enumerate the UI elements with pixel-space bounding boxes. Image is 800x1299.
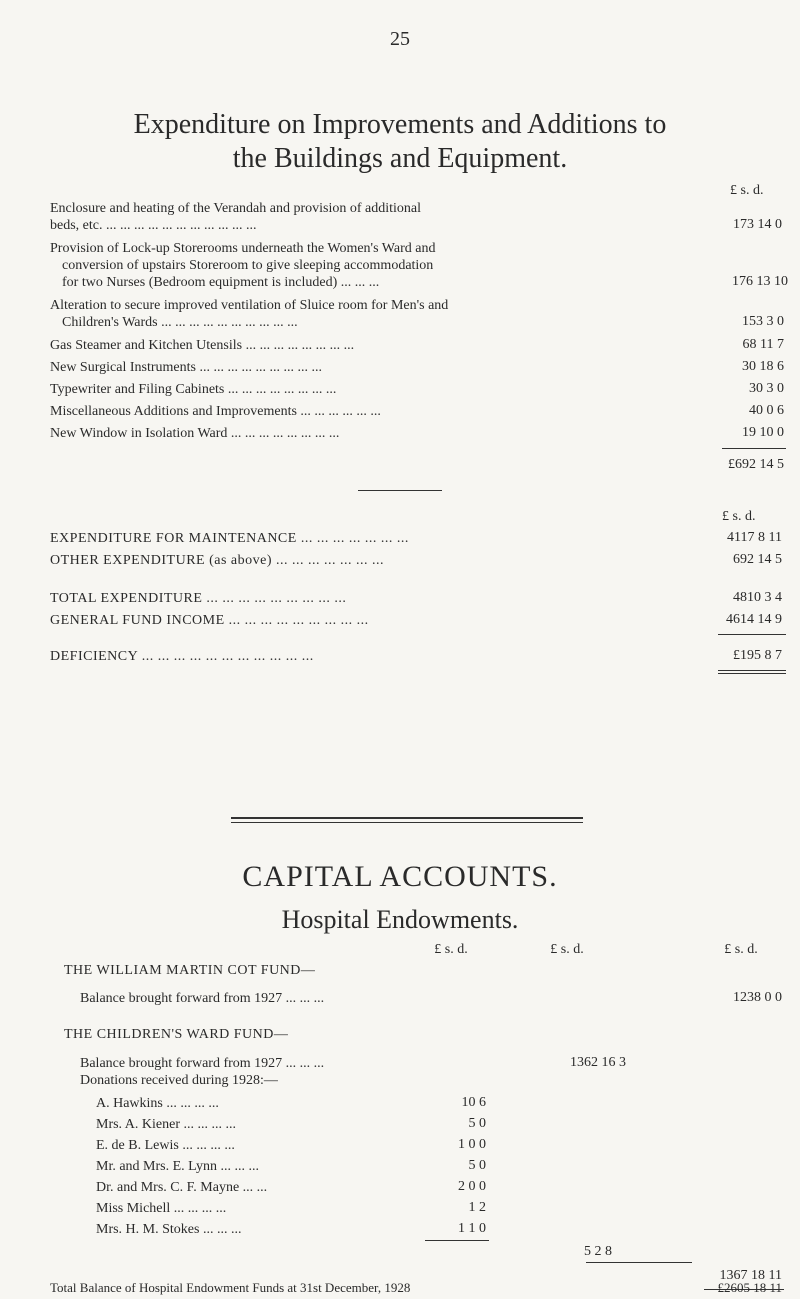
endow-col-header: £ s. d.	[434, 942, 468, 957]
donor-name: A. Hawkins ... ... ... ...	[96, 1096, 219, 1111]
improvements-total: £692 14 5	[728, 457, 784, 472]
item-amount: 176 13 10	[732, 274, 788, 289]
improvement-item-5: New Surgical Instruments ... ... ... ... ... ... ... ... ...	[50, 360, 322, 375]
item-amount: 68 11 7	[742, 337, 784, 352]
page-title: Expenditure on Improvements and Additions to	[133, 109, 667, 140]
summary-amount: 4117 8 11	[727, 530, 782, 545]
subtotal-rule	[722, 448, 786, 449]
capital-accounts-heading: CAPITAL ACCOUNTS.	[242, 860, 558, 893]
section-divider	[358, 490, 442, 491]
item-text-line: Children's Wards ... ... ... ... ... ... ... ... ... ...	[62, 315, 298, 330]
endow-col-header: £ s. d.	[724, 942, 758, 957]
summary-income: GENERAL FUND INCOME ... ... ... ... ... ... ... ... ...	[50, 613, 369, 628]
item-amount: 173 14 0	[733, 217, 782, 232]
children-total: 1367 18 11	[719, 1268, 782, 1283]
improvement-item-8: New Window in Isolation Ward ... ... ... ... ... ... ... ...	[50, 426, 340, 441]
total-rule	[718, 670, 786, 671]
improvement-item-4: Gas Steamer and Kitchen Utensils ... ... ... ... ... ... ... ...	[50, 338, 355, 353]
total-rule-double	[718, 673, 786, 674]
item-amount: 30 18 6	[742, 359, 784, 374]
donor-name: Dr. and Mrs. C. F. Mayne ... ...	[96, 1180, 268, 1195]
donor-amount: 5 0	[468, 1116, 486, 1131]
children-balance-amount: 1362 16 3	[570, 1055, 626, 1070]
william-balance-label: Balance brought forward from 1927 ... ... ...	[80, 991, 325, 1006]
children-balance-label: Balance brought forward from 1927 ... ... ...	[80, 1056, 325, 1071]
currency-header: £ s. d.	[730, 183, 764, 198]
endowments-heading: Hospital Endowments.	[281, 905, 519, 934]
improvement-item-7: Miscellaneous Additions and Improvements ... ... ... ... ... ...	[50, 404, 381, 419]
donor-amount: 1 1 0	[458, 1221, 486, 1236]
item-text-line: Alteration to secure improved ventilation of Sluice room for Men's and	[50, 298, 449, 313]
donor-name: Mrs. A. Kiener ... ... ... ...	[96, 1117, 236, 1132]
children-total-rule	[586, 1262, 692, 1263]
item-text-line: Provision of Lock-up Storerooms underneath the Women's Ward and	[50, 241, 436, 256]
william-martin-fund: THE WILLIAM MARTIN COT FUND—	[64, 963, 316, 978]
donor-amount: 1 0 0	[458, 1137, 486, 1152]
item-text-line: conversion of upstairs Storeroom to give sleeping accommodation	[62, 258, 434, 273]
donations-rule	[425, 1240, 489, 1241]
improvement-item-6: Typewriter and Filing Cabinets ... ... ... ... ... ... ... ...	[50, 382, 337, 397]
endow-col-header: £ s. d.	[550, 942, 584, 957]
summary-amount: £195 8 7	[733, 648, 782, 663]
donations-label: Donations received during 1928:—	[80, 1073, 278, 1088]
summary-amount: 4810 3 4	[733, 590, 782, 605]
summary-amount: 692 14 5	[733, 552, 782, 567]
donor-name: Mr. and Mrs. E. Lynn ... ... ...	[96, 1159, 259, 1174]
page-title-line-2: the Buildings and Equipment.	[232, 143, 568, 174]
item-amount: 30 3 0	[749, 381, 784, 396]
donor-name: Miss Michell ... ... ... ...	[96, 1201, 227, 1216]
item-amount: 19 10 0	[742, 425, 784, 440]
donor-amount: 10 6	[461, 1095, 486, 1110]
summary-maintenance: EXPENDITURE FOR MAINTENANCE ... ... ... ... ... ... ...	[50, 531, 409, 546]
summary-deficiency: DEFICIENCY ... ... ... ... ... ... ... ... ... ... ...	[50, 649, 314, 664]
subtotal-rule	[718, 634, 786, 635]
william-balance-amount: 1238 0 0	[733, 990, 782, 1005]
improvement-item-3	[50, 297, 448, 331]
donor-name: Mrs. H. M. Stokes ... ... ...	[96, 1222, 242, 1237]
donor-amount: 1 2	[468, 1200, 486, 1215]
summary-currency-header: £ s. d.	[722, 509, 756, 524]
summary-total-expenditure: TOTAL EXPENDITURE ... ... ... ... ... ... ... ... ...	[50, 591, 347, 606]
donor-amount: 2 0 0	[458, 1179, 486, 1194]
item-text-line: for two Nurses (Bedroom equipment is included) ... ... ...	[62, 275, 380, 290]
childrens-ward-fund: THE CHILDREN'S WARD FUND—	[64, 1027, 289, 1042]
item-amount: 153 3 0	[742, 314, 784, 329]
summary-other: OTHER EXPENDITURE (as above) ... ... ... ... ... ... ...	[50, 553, 385, 568]
improvement-item-2	[50, 240, 435, 291]
page-number: 25	[390, 28, 410, 50]
item-amount: 40 0 6	[749, 403, 784, 418]
section-divider-thin	[231, 822, 583, 823]
summary-amount: 4614 14 9	[726, 612, 782, 627]
donor-name: E. de B. Lewis ... ... ... ...	[96, 1138, 235, 1153]
grand-total-label: Total Balance of Hospital Endowment Funds at 31st December, 1928	[50, 1280, 411, 1295]
item-text-line: beds, etc. ... ... ... ... ... ... ... ... ... ... ...	[50, 218, 257, 233]
donations-total: 5 2 8	[584, 1244, 612, 1259]
section-divider-thick	[231, 817, 583, 819]
grand-total-amount: £2605 18 11	[717, 1280, 782, 1295]
improvement-item-1	[50, 200, 421, 234]
item-text-line: Enclosure and heating of the Verandah and provision of additional	[50, 201, 422, 216]
donor-amount: 5 0	[468, 1158, 486, 1173]
